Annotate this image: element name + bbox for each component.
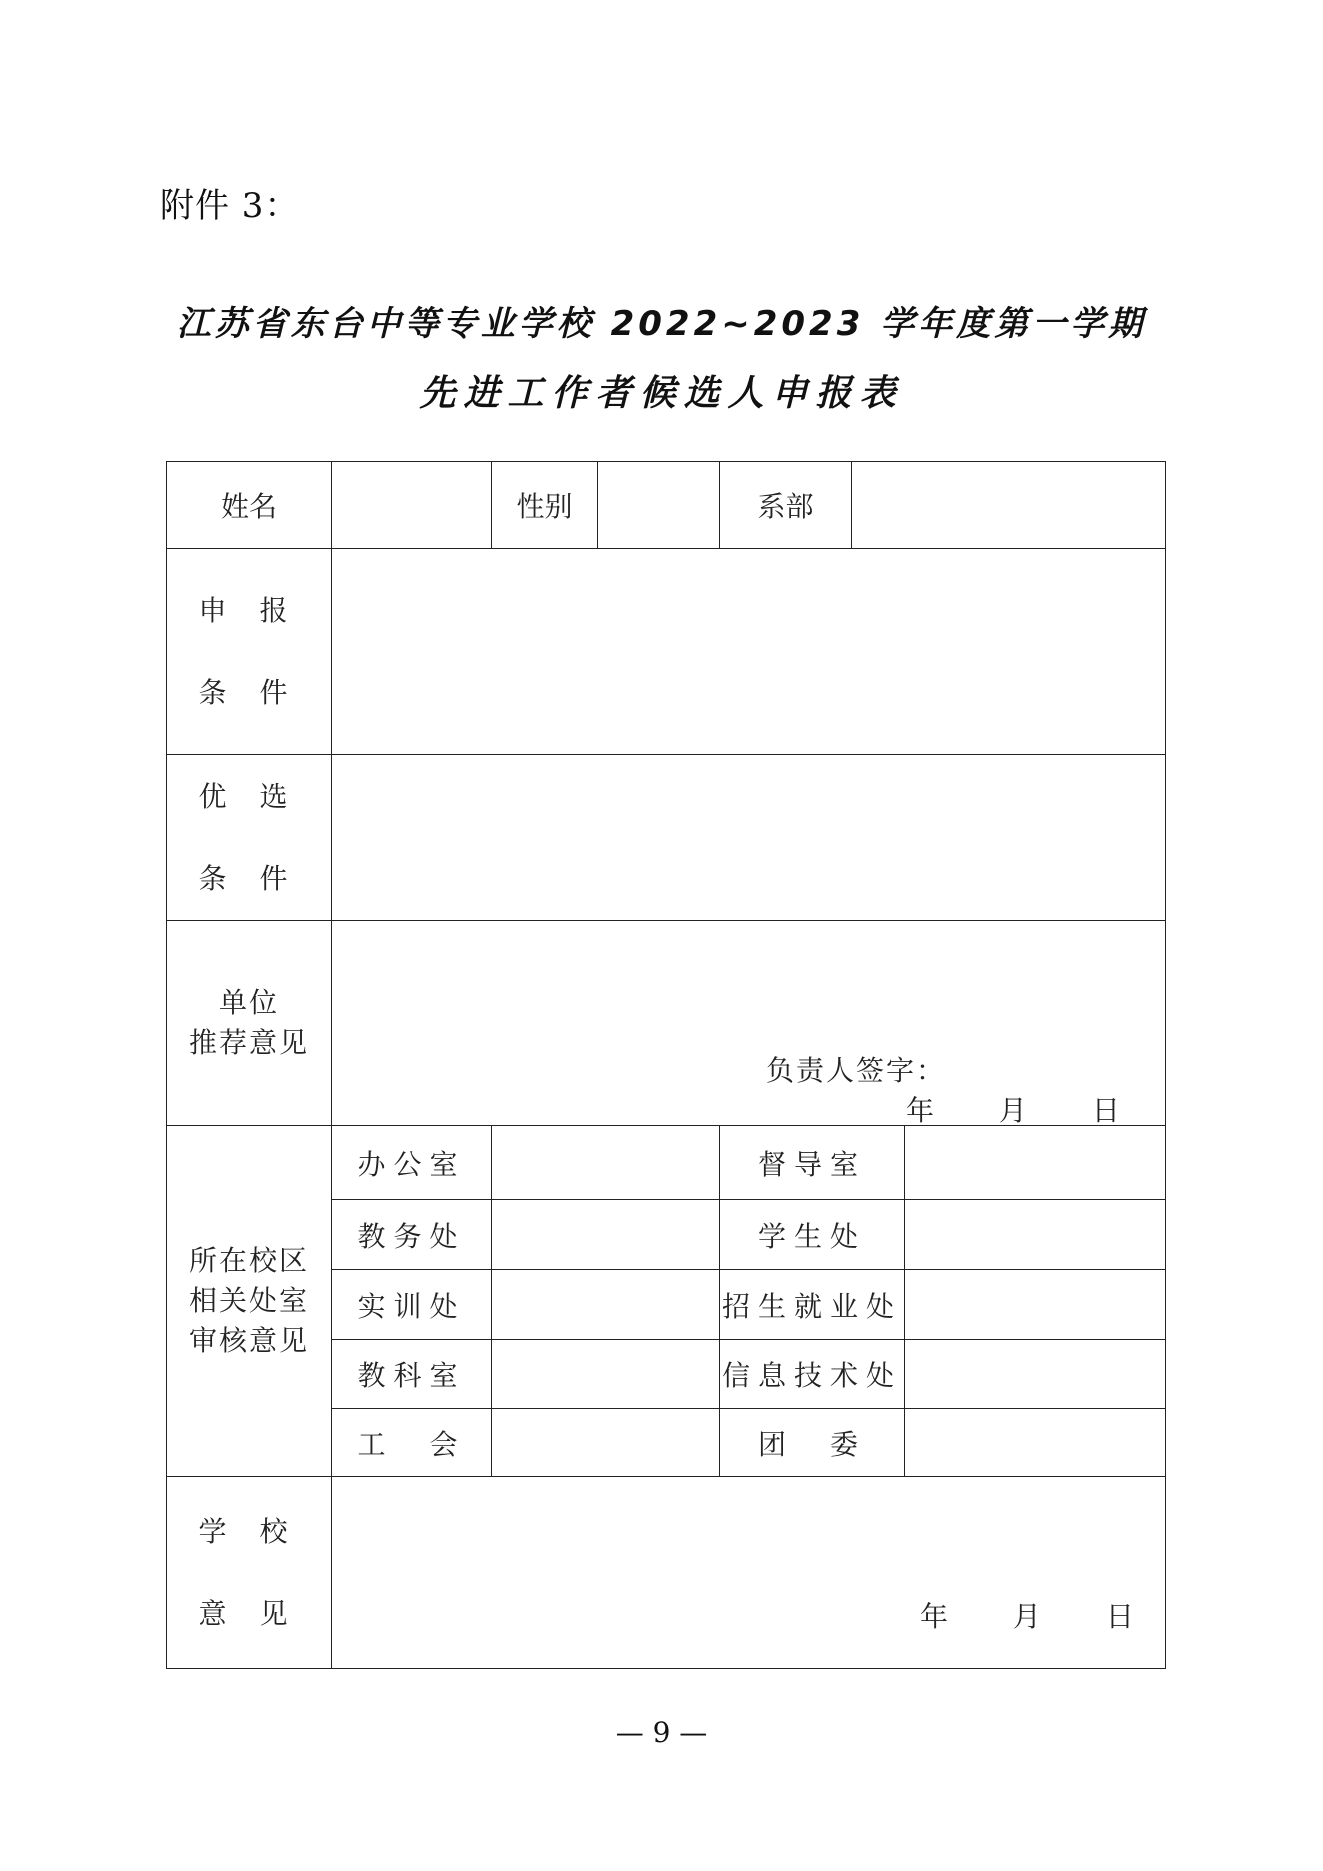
unit-opinion-label	[167, 921, 332, 1126]
practical-training-field[interactable]	[492, 1270, 720, 1340]
name-label: 姓名	[167, 462, 332, 549]
campus-review-row-1	[167, 1126, 1166, 1200]
academic-affairs-field[interactable]	[492, 1200, 720, 1270]
school-opinion-row	[167, 1477, 1166, 1669]
office-label: 办公室	[332, 1126, 492, 1200]
priority-conditions-row	[167, 755, 1166, 921]
unit-opinion-label-line2: 推荐意见	[188, 1026, 309, 1059]
priority-conditions-field[interactable]	[332, 755, 1166, 921]
school-opinion-label	[167, 1477, 332, 1669]
date-month: 月	[1012, 1600, 1041, 1633]
office-field[interactable]	[492, 1126, 720, 1200]
gender-field[interactable]	[598, 462, 720, 549]
teaching-research-label: 教科室	[332, 1340, 492, 1409]
department-field[interactable]	[852, 462, 1166, 549]
priority-conditions-label-line2: 条 件	[198, 861, 300, 895]
date-day: 日	[1105, 1600, 1134, 1633]
campus-review-label	[167, 1126, 332, 1477]
school-opinion-label-line2: 意 见	[198, 1596, 300, 1630]
application-conditions-label-line2: 条 件	[198, 675, 300, 709]
school-opinion-label-line1: 学 校	[198, 1514, 300, 1548]
basic-info-row	[167, 462, 1166, 549]
date-month: 月	[998, 1094, 1027, 1127]
admissions-employment-label: 招生就业处	[720, 1270, 905, 1340]
school-opinion-date	[920, 1595, 1134, 1635]
unit-opinion-date	[906, 1089, 1120, 1129]
trade-union-field[interactable]	[492, 1409, 720, 1477]
application-conditions-label-line1: 申 报	[198, 593, 300, 627]
campus-review-label-line3: 审核意见	[188, 1324, 309, 1357]
practical-training-label: 实训处	[332, 1270, 492, 1340]
admissions-employment-field[interactable]	[905, 1270, 1166, 1340]
it-office-field[interactable]	[905, 1340, 1166, 1409]
school-opinion-field[interactable]	[332, 1477, 1166, 1669]
campus-review-label-line1: 所在校区	[188, 1244, 309, 1277]
name-field[interactable]	[332, 462, 492, 549]
date-day: 日	[1091, 1094, 1120, 1127]
date-year: 年	[920, 1600, 949, 1633]
attachment-label: 附件 3：	[160, 186, 300, 226]
application-conditions-field[interactable]	[332, 549, 1166, 755]
unit-opinion-field[interactable]	[332, 921, 1166, 1126]
unit-opinion-row	[167, 921, 1166, 1126]
teaching-research-field[interactable]	[492, 1340, 720, 1409]
signature-label: 负责人签字：	[766, 1054, 947, 1087]
department-label: 系部	[720, 462, 852, 549]
priority-conditions-label-line1: 优 选	[198, 779, 300, 813]
youth-league-label: 团 委	[720, 1409, 905, 1477]
date-year: 年	[906, 1094, 935, 1127]
student-affairs-label: 学生处	[720, 1200, 905, 1270]
trade-union-label: 工 会	[332, 1409, 492, 1477]
page-number: — 9 —	[615, 1716, 708, 1749]
supervision-office-label: 督导室	[720, 1126, 905, 1200]
youth-league-field[interactable]	[905, 1409, 1166, 1477]
academic-affairs-label: 教务处	[332, 1200, 492, 1270]
application-conditions-label	[167, 549, 332, 755]
supervision-office-field[interactable]	[905, 1126, 1166, 1200]
application-conditions-row	[167, 549, 1166, 755]
it-office-label: 信息技术处	[720, 1340, 905, 1409]
form-title-line2: 先进工作者候选人申报表	[419, 373, 904, 414]
application-form-table	[166, 461, 1166, 1669]
priority-conditions-label	[167, 755, 332, 921]
campus-review-label-line2: 相关处室	[188, 1284, 309, 1317]
form-title-line1: 江苏省东台中等专业学校 2022~2023 学年度第一学期	[176, 304, 1147, 344]
gender-label: 性别	[492, 462, 598, 549]
unit-opinion-label-line1: 单位	[218, 986, 279, 1019]
student-affairs-field[interactable]	[905, 1200, 1166, 1270]
